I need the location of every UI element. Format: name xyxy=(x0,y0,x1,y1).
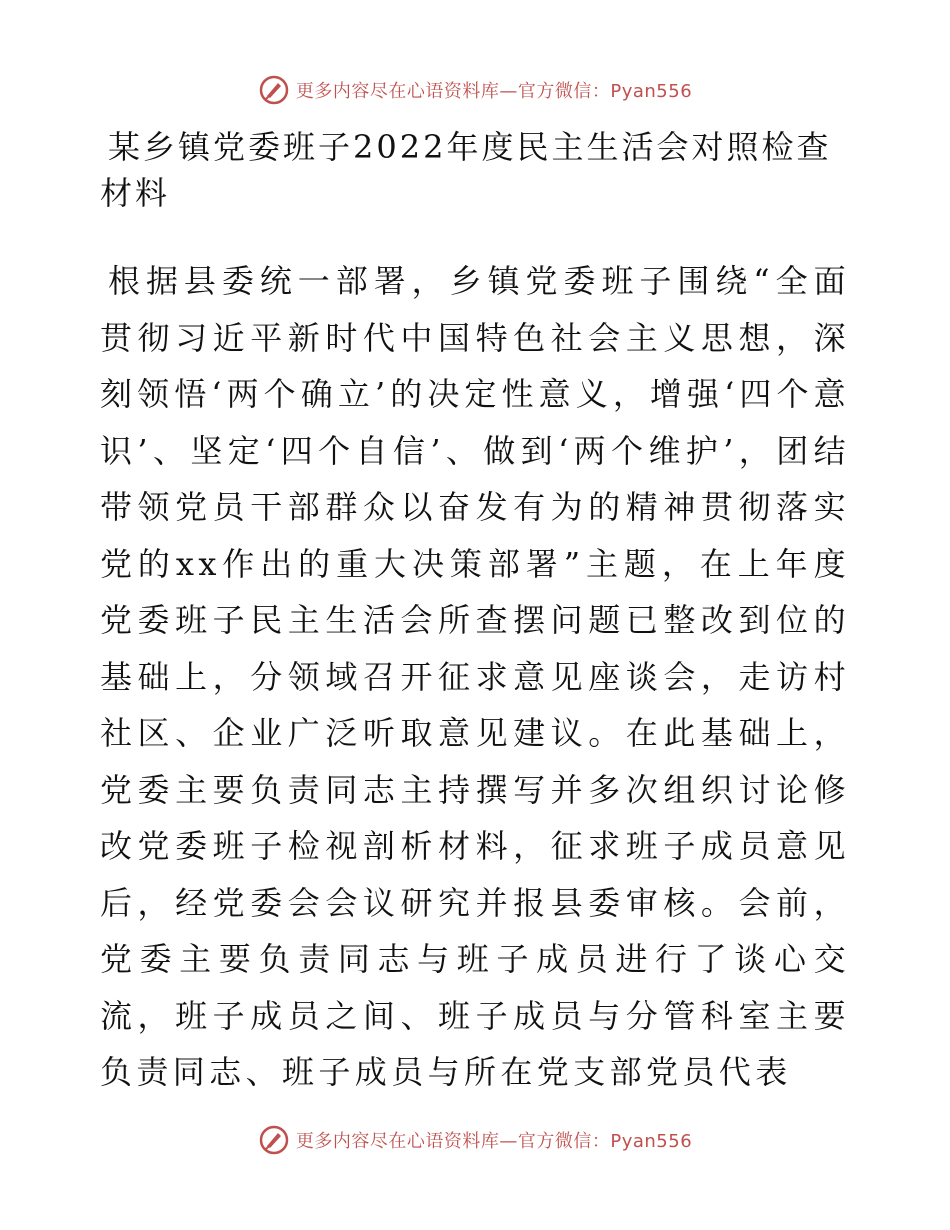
header-watermark-text: 更多内容尽在心语资料库—官方微信：Pyan556 xyxy=(295,81,693,102)
quill-circle-logo-icon xyxy=(258,1124,290,1156)
footer-watermark-banner xyxy=(0,1120,950,1160)
footer-watermark-text: 更多内容尽在心语资料库—官方微信：Pyan556 xyxy=(295,1131,693,1152)
document-title: 某乡镇党委班子2022年度民主生活会对照检查材料 xyxy=(100,128,832,212)
header-watermark-banner xyxy=(0,70,950,110)
body-paragraph: 根据县委统一部署，乡镇党委班子围绕“全面贯彻习近平新时代中国特色社会主义思想，深刻领悟‘两个确立’的决定性意义，增强‘四个意识’、坚定‘四个自信’、做到‘两个维护’，团结带领党员干部群众以奋发有为的精神贯彻落实党的xx作出的重大决策部署”主题，在上年度党委班子民主生活会所查摆问题已整改到位的基础上，分领域召开征求意见座谈会，走访村社区、企业广泛听取意见建议。在此基础上，党委主要负责同志主持撰写并多次组织讨论修改党委班子检视剖析材料，征求班子成员意见后，经党委会会议研究并报县委审核。会前，党委主要负责同志与班子成员进行了谈心交流，班子成员之间、班子成员与分管科室主要负责同志、班子成员与所在党支部党员代表 xyxy=(100,262,850,1091)
quill-circle-logo-icon xyxy=(258,74,290,106)
